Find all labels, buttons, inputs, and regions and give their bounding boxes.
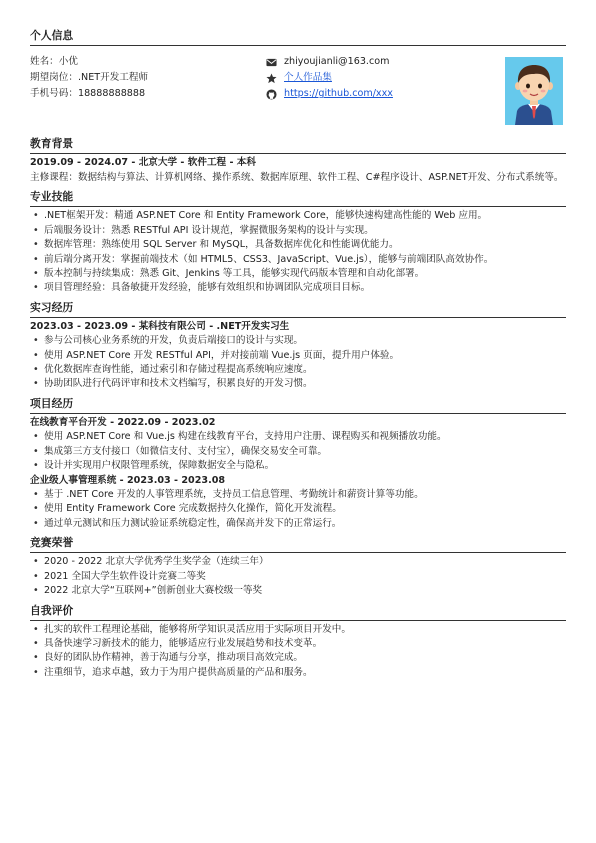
list-item: • 前后端分离开发：掌握前端技术（如 HTML5、CSS3、JavaScript、Vue.js），能够与前端团队高效协作。 — [30, 253, 566, 267]
personal-info-block — [30, 48, 566, 132]
section-title-internship: 实习经历 — [30, 300, 566, 318]
list-item: • 设计并实现用户权限管理系统，保障数据安全与隐私。 — [30, 459, 566, 473]
awards-list — [30, 555, 566, 598]
self-evaluation-list — [30, 623, 566, 681]
section-title-personal: 个人信息 — [30, 28, 566, 46]
list-item: • 扎实的软件工程理论基础，能够将所学知识灵活应用于实际项目开发中。 — [30, 623, 566, 637]
list-item: • 使用 ASP.NET Core 开发 RESTful API，并对接前端 Vue.js 页面，提升用户体验。 — [30, 349, 566, 363]
projects-section — [30, 396, 566, 531]
phone-text: 手机号码：18888888888 — [30, 88, 146, 100]
internship-section — [30, 300, 566, 392]
list-item: • 版本控制与持续集成：熟悉 Git、Jenkins 等工具，能够实现代码版本管理和自动化部署。 — [30, 267, 566, 281]
portfolio-link[interactable]: 个人作品集 — [284, 72, 332, 84]
internship-entry: 2023.03 - 2023.09 - 某科技有限公司 - .NET开发实习生 — [30, 320, 290, 332]
section-title-self: 自我评价 — [30, 603, 566, 621]
avatar — [505, 57, 563, 125]
education-section — [30, 136, 566, 185]
list-item: • 注重细节，追求卓越，致力于为用户提供高质量的产品和服务。 — [30, 666, 566, 680]
contact-info — [266, 54, 393, 102]
list-item: • 集成第三方支付接口（如微信支付、支付宝），确保交易安全可靠。 — [30, 445, 566, 459]
star-icon — [266, 73, 277, 84]
list-item: • .NET框架开发：精通 ASP.NET Core 和 Entity Framework Core，能够快速构建高性能的 Web 应用。 — [30, 209, 566, 223]
list-item: • 使用 ASP.NET Core 和 Vue.js 构建在线教育平台，支持用户注册、课程购买和视频播放功能。 — [30, 430, 566, 444]
awards-section — [30, 535, 566, 598]
list-item: • 协助团队进行代码评审和技术文档编写，积累良好的开发习惯。 — [30, 377, 566, 391]
position-text: 期望岗位：.NET开发工程师 — [30, 72, 149, 84]
project-title: 在线教育平台开发 - 2022.09 - 2023.02 — [30, 417, 216, 429]
list-item: • 项目管理经验：具备敏捷开发经验，能够有效组织和协调团队完成项目目标。 — [30, 281, 566, 295]
github-icon — [266, 89, 277, 100]
list-item: • 2022 北京大学“互联网+”创新创业大赛校级一等奖 — [30, 584, 566, 598]
envelope-icon — [266, 57, 277, 68]
list-item: • 2021 全国大学生软件设计竞赛二等奖 — [30, 570, 566, 584]
list-item: • 基于 .NET Core 开发的人事管理系统，支持员工信息管理、考勤统计和薪资计算等功能。 — [30, 488, 566, 502]
section-title-skills: 专业技能 — [30, 189, 566, 207]
avatar-illustration — [505, 57, 563, 125]
list-item: • 使用 Entity Framework Core 完成数据持久化操作，简化开发流程。 — [30, 502, 566, 516]
project-title: 企业级人事管理系统 - 2023.03 - 2023.08 — [30, 474, 226, 486]
section-title-awards: 竞赛荣誉 — [30, 535, 566, 553]
list-item: • 通过单元测试和压力测试验证系统稳定性，确保高并发下的正常运行。 — [30, 517, 566, 531]
list-item: • 参与公司核心业务系统的开发，负责后端接口的设计与实现。 — [30, 334, 566, 348]
list-item: • 良好的团队协作精神，善于沟通与分享，推动项目高效完成。 — [30, 651, 566, 665]
education-entry: 2019.09 - 2024.07 - 北京大学 - 软件工程 - 本科 — [30, 157, 256, 169]
list-item: • 数据库管理：熟练使用 SQL Server 和 MySQL，具备数据库优化和性能调优能力。 — [30, 238, 566, 252]
self-evaluation-section — [30, 603, 566, 681]
list-item: • 具备快速学习新技术的能力，能够适应行业发展趋势和技术变革。 — [30, 637, 566, 651]
section-title-projects: 项目经历 — [30, 396, 566, 414]
name-text: 姓名：小优 — [30, 56, 78, 68]
basic-info — [30, 54, 148, 102]
project-list — [30, 430, 566, 473]
email-text: zhiyoujianli@163.com — [284, 56, 390, 68]
education-courses: 主修课程：数据结构与算法、计算机网络、操作系统、数据库原理、软件工程、C#程序设计、ASP.NET开发、分布式系统等。 — [30, 171, 564, 183]
personal-info-section — [30, 28, 566, 132]
github-link[interactable]: https://github.com/xxx — [284, 88, 393, 100]
section-title-education: 教育背景 — [30, 136, 566, 154]
list-item: • 2020 - 2022 北京大学优秀学生奖学金（连续三年） — [30, 555, 566, 569]
list-item: • 后端服务设计：熟悉 RESTful API 设计规范，掌握微服务架构的设计与实现。 — [30, 224, 566, 238]
list-item: • 优化数据库查询性能，通过索引和存储过程提高系统响应速度。 — [30, 363, 566, 377]
skills-list — [30, 209, 566, 295]
internship-list — [30, 334, 566, 392]
github-row — [266, 86, 393, 102]
email-row — [266, 54, 393, 70]
portfolio-row — [266, 70, 393, 86]
skills-section — [30, 189, 566, 296]
project-list — [30, 488, 566, 531]
